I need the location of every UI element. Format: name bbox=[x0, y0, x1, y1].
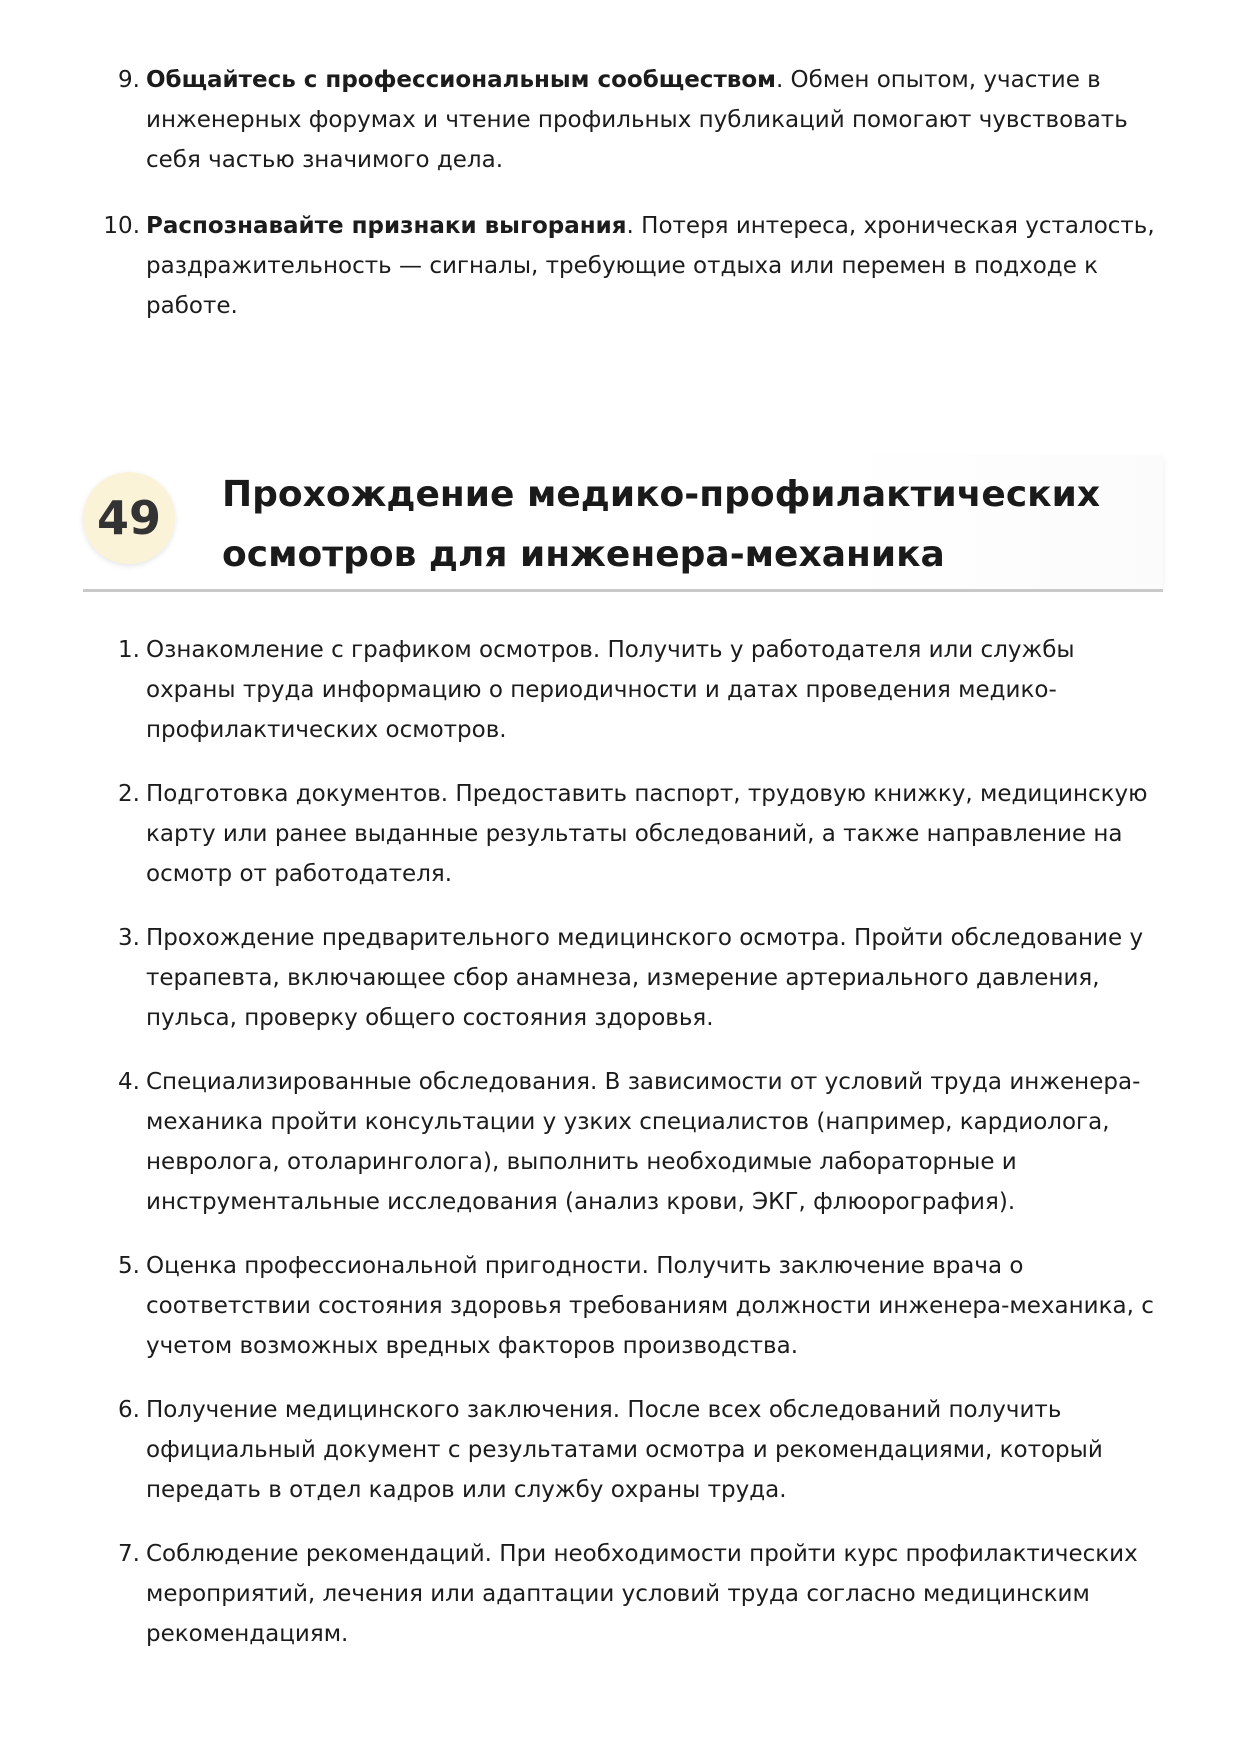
list-item bbox=[0, 630, 1239, 750]
list-item-lead: Распознавайте признаки выгорания bbox=[146, 213, 627, 239]
list-item-text: Получение медицинского заключения. После всех обследований получить официальный документ с результатами осмотра и рекомендациями, который передать в отдел кадров или службу охраны труда. bbox=[146, 1397, 1103, 1503]
list-item-number: 2. bbox=[118, 781, 140, 807]
section-number-badge: 49 bbox=[83, 472, 175, 564]
list-item-text: Оценка профессиональной пригодности. Получить заключение врача о соответствии состояния здоровья требованиям должности инженера-механика, с учетом возможных вредных факторов производства. bbox=[146, 1253, 1154, 1359]
list-item bbox=[0, 918, 1239, 1038]
list-item bbox=[0, 774, 1239, 894]
list-item bbox=[0, 1246, 1239, 1366]
list-item-text: . Обмен опытом, участие в инженерных форумах и чтение профильных публикаций помогают чувствовать себя частью значимого дела. bbox=[146, 67, 1128, 173]
tips-list bbox=[0, 60, 1239, 326]
list-item-number: 5. bbox=[118, 1253, 140, 1279]
list-item-number: 4. bbox=[118, 1069, 140, 1095]
list-item-text: . Потеря интереса, хроническая усталость, раздражительность — сигналы, требующие отдыха или перемен в подходе к работе. bbox=[146, 213, 1155, 319]
list-item bbox=[0, 1534, 1239, 1654]
list-item bbox=[0, 206, 1239, 326]
list-item bbox=[0, 1062, 1239, 1222]
list-item-number: 3. bbox=[118, 925, 140, 951]
list-item-number: 9. bbox=[118, 67, 140, 93]
list-item bbox=[0, 1390, 1239, 1510]
section-header bbox=[83, 455, 1163, 592]
list-item-number: 10. bbox=[103, 213, 140, 239]
list-item-text: Ознакомление с графиком осмотров. Получить у работодателя или службы охраны труда информацию о периодичности и датах проведения медико-профилактических осмотров. bbox=[146, 637, 1075, 743]
list-item-text: Специализированные обследования. В зависимости от условий труда инженера-механика пройти консультации у узких специалистов (например, кардиолога, невролога, отоларинголога), выполнить необходимые лабораторные и инструментальные исследования (анализ крови, ЭКГ, флюорография). bbox=[146, 1069, 1141, 1215]
list-item-number: 1. bbox=[118, 637, 140, 663]
list-item-text: Прохождение предварительного медицинского осмотра. Пройти обследование у терапевта, включающее сбор анамнеза, измерение артериального давления, пульса, проверку общего состояния здоровья. bbox=[146, 925, 1144, 1031]
list-item-text: Соблюдение рекомендаций. При необходимости пройти курс профилактических мероприятий, лечения или адаптации условий труда согласно медицинским рекомендациям. bbox=[146, 1541, 1138, 1647]
list-item-text: Подготовка документов. Предоставить паспорт, трудовую книжку, медицинскую карту или ранее выданные результаты обследований, а также направление на осмотр от работодателя. bbox=[146, 781, 1148, 887]
section-title: Прохождение медико-профилактических осмотров для инженера-механика bbox=[222, 474, 1101, 575]
steps-list bbox=[0, 630, 1239, 1654]
list-item-number: 7. bbox=[118, 1541, 140, 1567]
list-item bbox=[0, 60, 1239, 180]
list-item-lead: Общайтесь с профессиональным сообществом bbox=[146, 67, 776, 93]
list-item-number: 6. bbox=[118, 1397, 140, 1423]
